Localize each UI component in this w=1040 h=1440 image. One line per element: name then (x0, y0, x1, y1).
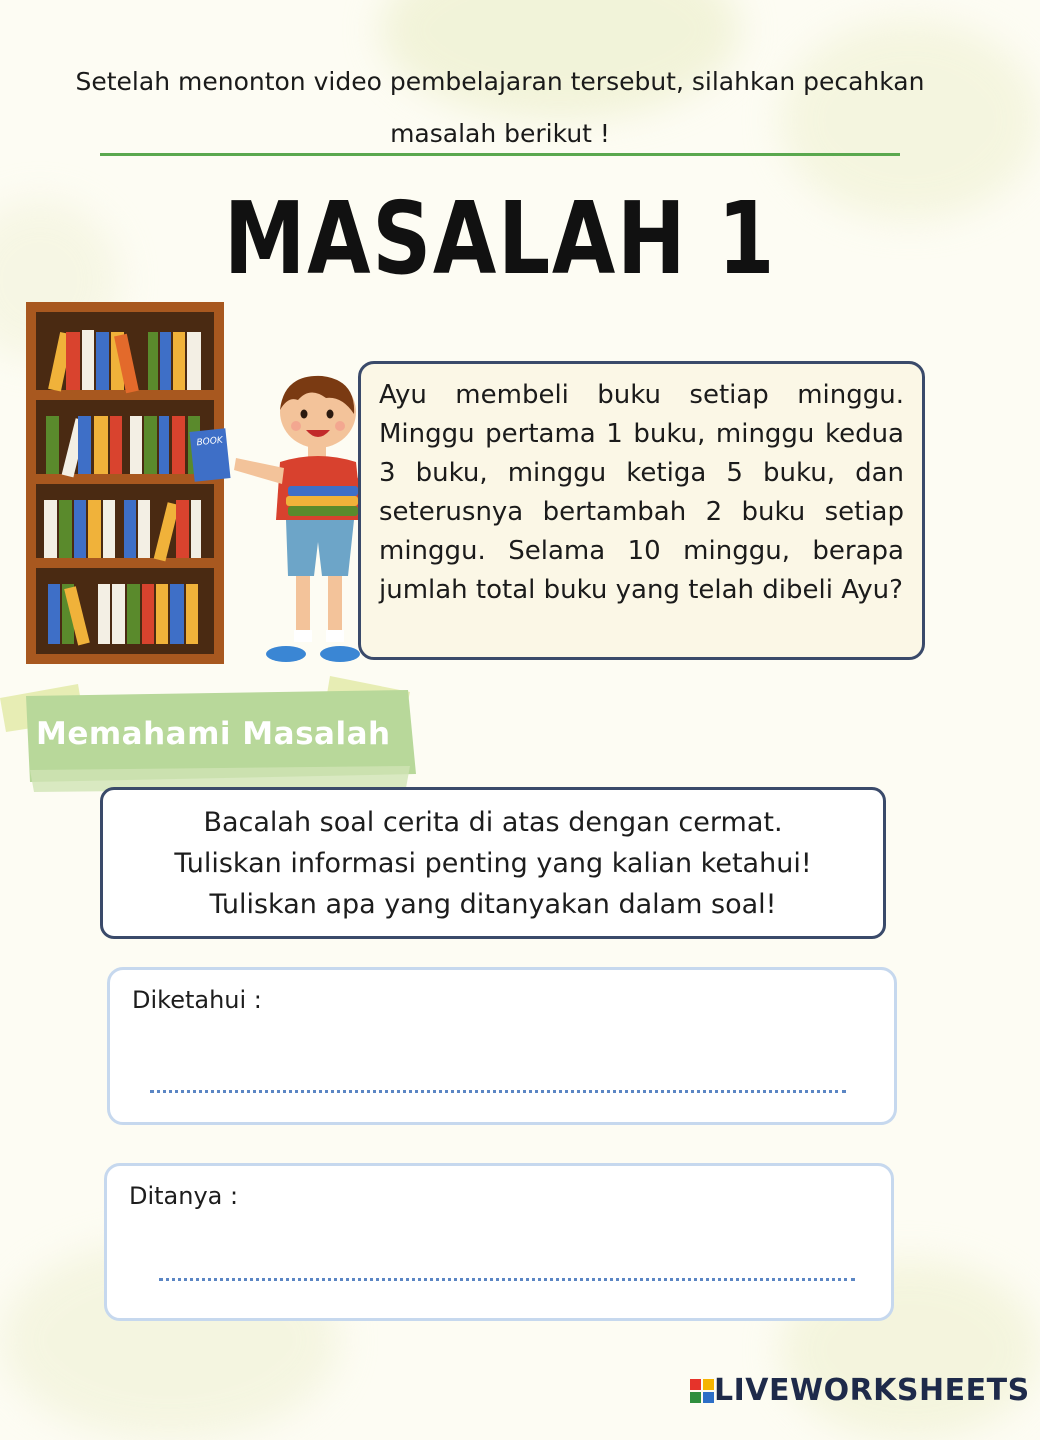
instruction-line: Tuliskan informasi penting yang kalian ketahui! (174, 847, 812, 879)
known-input[interactable] (150, 1058, 846, 1093)
instruction-line: Bacalah soal cerita di atas dengan cermat. (203, 806, 783, 838)
known-label: Diketahui : (132, 986, 262, 1014)
instructions-box (100, 787, 886, 939)
brand-name: LIVEWORKSHEETS (714, 1373, 1030, 1408)
page-title: MASALAH 1 (223, 180, 777, 297)
asked-input[interactable] (159, 1246, 855, 1281)
asked-label: Ditanya : (129, 1182, 239, 1210)
bookshelf-illustration (26, 302, 224, 664)
book-label: BOOK (196, 435, 224, 449)
known-answer-box (107, 967, 897, 1125)
liveworksheets-icon (690, 1379, 714, 1403)
problem-text: Ayu membeli buku setiap minggu. Minggu pertama 1 buku, minggu kedua 3 buku, minggu ketiga 5 buku, dan seterusnya bertambah 2 buku setiap minggu. Selama 10 minggu, berapa jumlah total buku yang telah dibeli Ayu? (379, 380, 904, 605)
boy-illustration (196, 372, 364, 668)
asked-answer-box (104, 1163, 894, 1321)
brand-logo (690, 1373, 1030, 1408)
problem-box (358, 361, 925, 660)
section-banner-label: Memahami Masalah (36, 716, 391, 752)
instruction-line: Tuliskan apa yang ditanyakan dalam soal! (209, 888, 777, 920)
intro-text: Setelah menonton video pembelajaran tersebut, silahkan pecahkan masalah berikut ! (75, 67, 925, 148)
intro-divider (100, 153, 900, 156)
